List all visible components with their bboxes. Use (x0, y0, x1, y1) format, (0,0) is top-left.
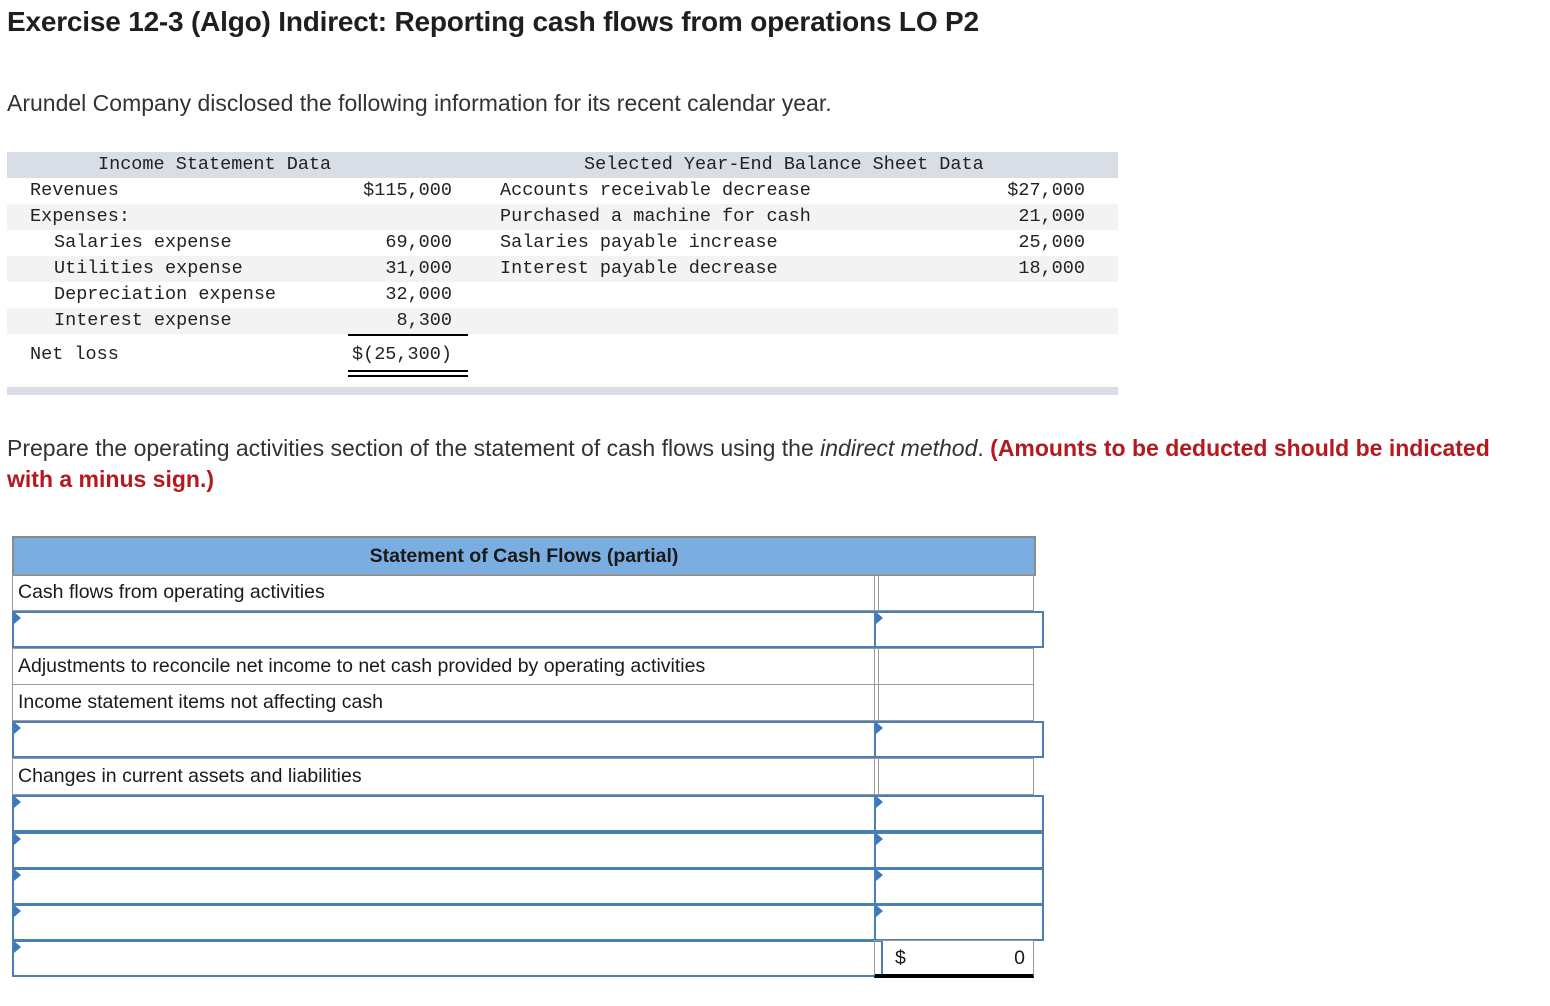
statement-input-row (12, 611, 1036, 648)
expense-value: 8,300 (396, 310, 452, 331)
change-item-amount-input[interactable] (874, 868, 1044, 905)
statement-row (12, 648, 1036, 685)
intro-text: Arundel Company disclosed the following information for its recent calendar year. (7, 90, 832, 116)
statement-input-row (12, 904, 1036, 941)
net-income-label-input[interactable] (12, 611, 883, 648)
statement-input-row (12, 721, 1036, 758)
bs-item-value: 21,000 (1018, 206, 1085, 227)
exercise-title: Exercise 12-3 (Algo) Indirect: Reporting cash flows from operations LO P2 (7, 6, 979, 37)
noncash-items-label: Income statement items not affecting cash (12, 684, 879, 721)
bs-item-label: Purchased a machine for cash (500, 206, 811, 227)
instructions-red-note: (Amounts to be deducted should be indicated with a minus sign.) (7, 435, 1490, 492)
total-label-input[interactable] (12, 940, 883, 977)
bs-item-label: Salaries payable increase (500, 232, 778, 253)
expense-value: 32,000 (385, 284, 452, 305)
bs-item-value: 18,000 (1018, 258, 1085, 279)
net-loss-label: Net loss (30, 344, 119, 365)
expenses-label: Expenses: (30, 206, 130, 227)
instructions-text-after: . (977, 435, 991, 461)
statement-input-row (12, 832, 1036, 869)
change-item-label-input[interactable] (12, 832, 883, 869)
statement-input-row (12, 795, 1036, 832)
empty-amount-cell (874, 758, 1034, 795)
bs-item-label: Interest payable decrease (500, 258, 778, 279)
instructions-emphasis: indirect method (820, 435, 978, 461)
change-item-label-input[interactable] (12, 904, 883, 941)
expense-label: Interest expense (54, 310, 232, 331)
change-item-amount-input[interactable] (874, 904, 1044, 941)
statement-title: Statement of Cash Flows (partial) (12, 536, 1036, 576)
change-item-label-input[interactable] (12, 868, 883, 905)
statement-of-cash-flows (12, 536, 1036, 979)
expense-label: Depreciation expense (54, 284, 277, 305)
empty-amount-cell (874, 574, 1034, 611)
subtotal-rule (348, 334, 468, 336)
adjustments-label: Adjustments to reconcile net income to net cash provided by operating activities (12, 648, 879, 685)
bs-item-label: Accounts receivable decrease (500, 180, 811, 201)
total-value: 0 (1014, 947, 1025, 969)
bs-item-value: 25,000 (1018, 232, 1085, 253)
statement-input-row (12, 868, 1036, 905)
statement-total-row (12, 940, 1036, 977)
statement-row (12, 684, 1036, 721)
total-currency: $ (895, 947, 906, 969)
expense-value: 31,000 (385, 258, 452, 279)
given-data-panel (7, 152, 1118, 396)
change-item-label-input[interactable] (12, 795, 883, 832)
bs-item-value: $27,000 (1007, 180, 1085, 201)
total-double-rule (348, 370, 468, 377)
noncash-item-label-input[interactable] (12, 721, 883, 758)
instructions (7, 433, 1537, 495)
balance-sheet-header: Selected Year-End Balance Sheet Data (584, 154, 984, 175)
revenues-label: Revenues (30, 180, 119, 201)
empty-amount-cell (874, 684, 1034, 721)
changes-current-label: Changes in current assets and liabilities (12, 758, 879, 795)
total-amount-cell (874, 940, 1034, 978)
expense-label: Utilities expense (54, 258, 243, 279)
panel-footer-bar (7, 387, 1118, 395)
revenues-value: $115,000 (363, 180, 452, 201)
change-item-amount-input[interactable] (874, 795, 1044, 832)
expense-value: 69,000 (385, 232, 452, 253)
statement-row (12, 574, 1036, 611)
cash-flows-operating-label: Cash flows from operating activities (12, 574, 879, 611)
net-loss-value: $(25,300) (352, 344, 452, 365)
statement-row (12, 758, 1036, 795)
income-statement-header: Income Statement Data (98, 154, 332, 175)
net-income-amount-input[interactable] (874, 611, 1044, 648)
instructions-text: Prepare the operating activities section of the statement of cash flows using the (7, 435, 821, 461)
expense-label: Salaries expense (54, 232, 232, 253)
empty-amount-cell (874, 648, 1034, 685)
change-item-amount-input[interactable] (874, 832, 1044, 869)
noncash-item-amount-input[interactable] (874, 721, 1044, 758)
